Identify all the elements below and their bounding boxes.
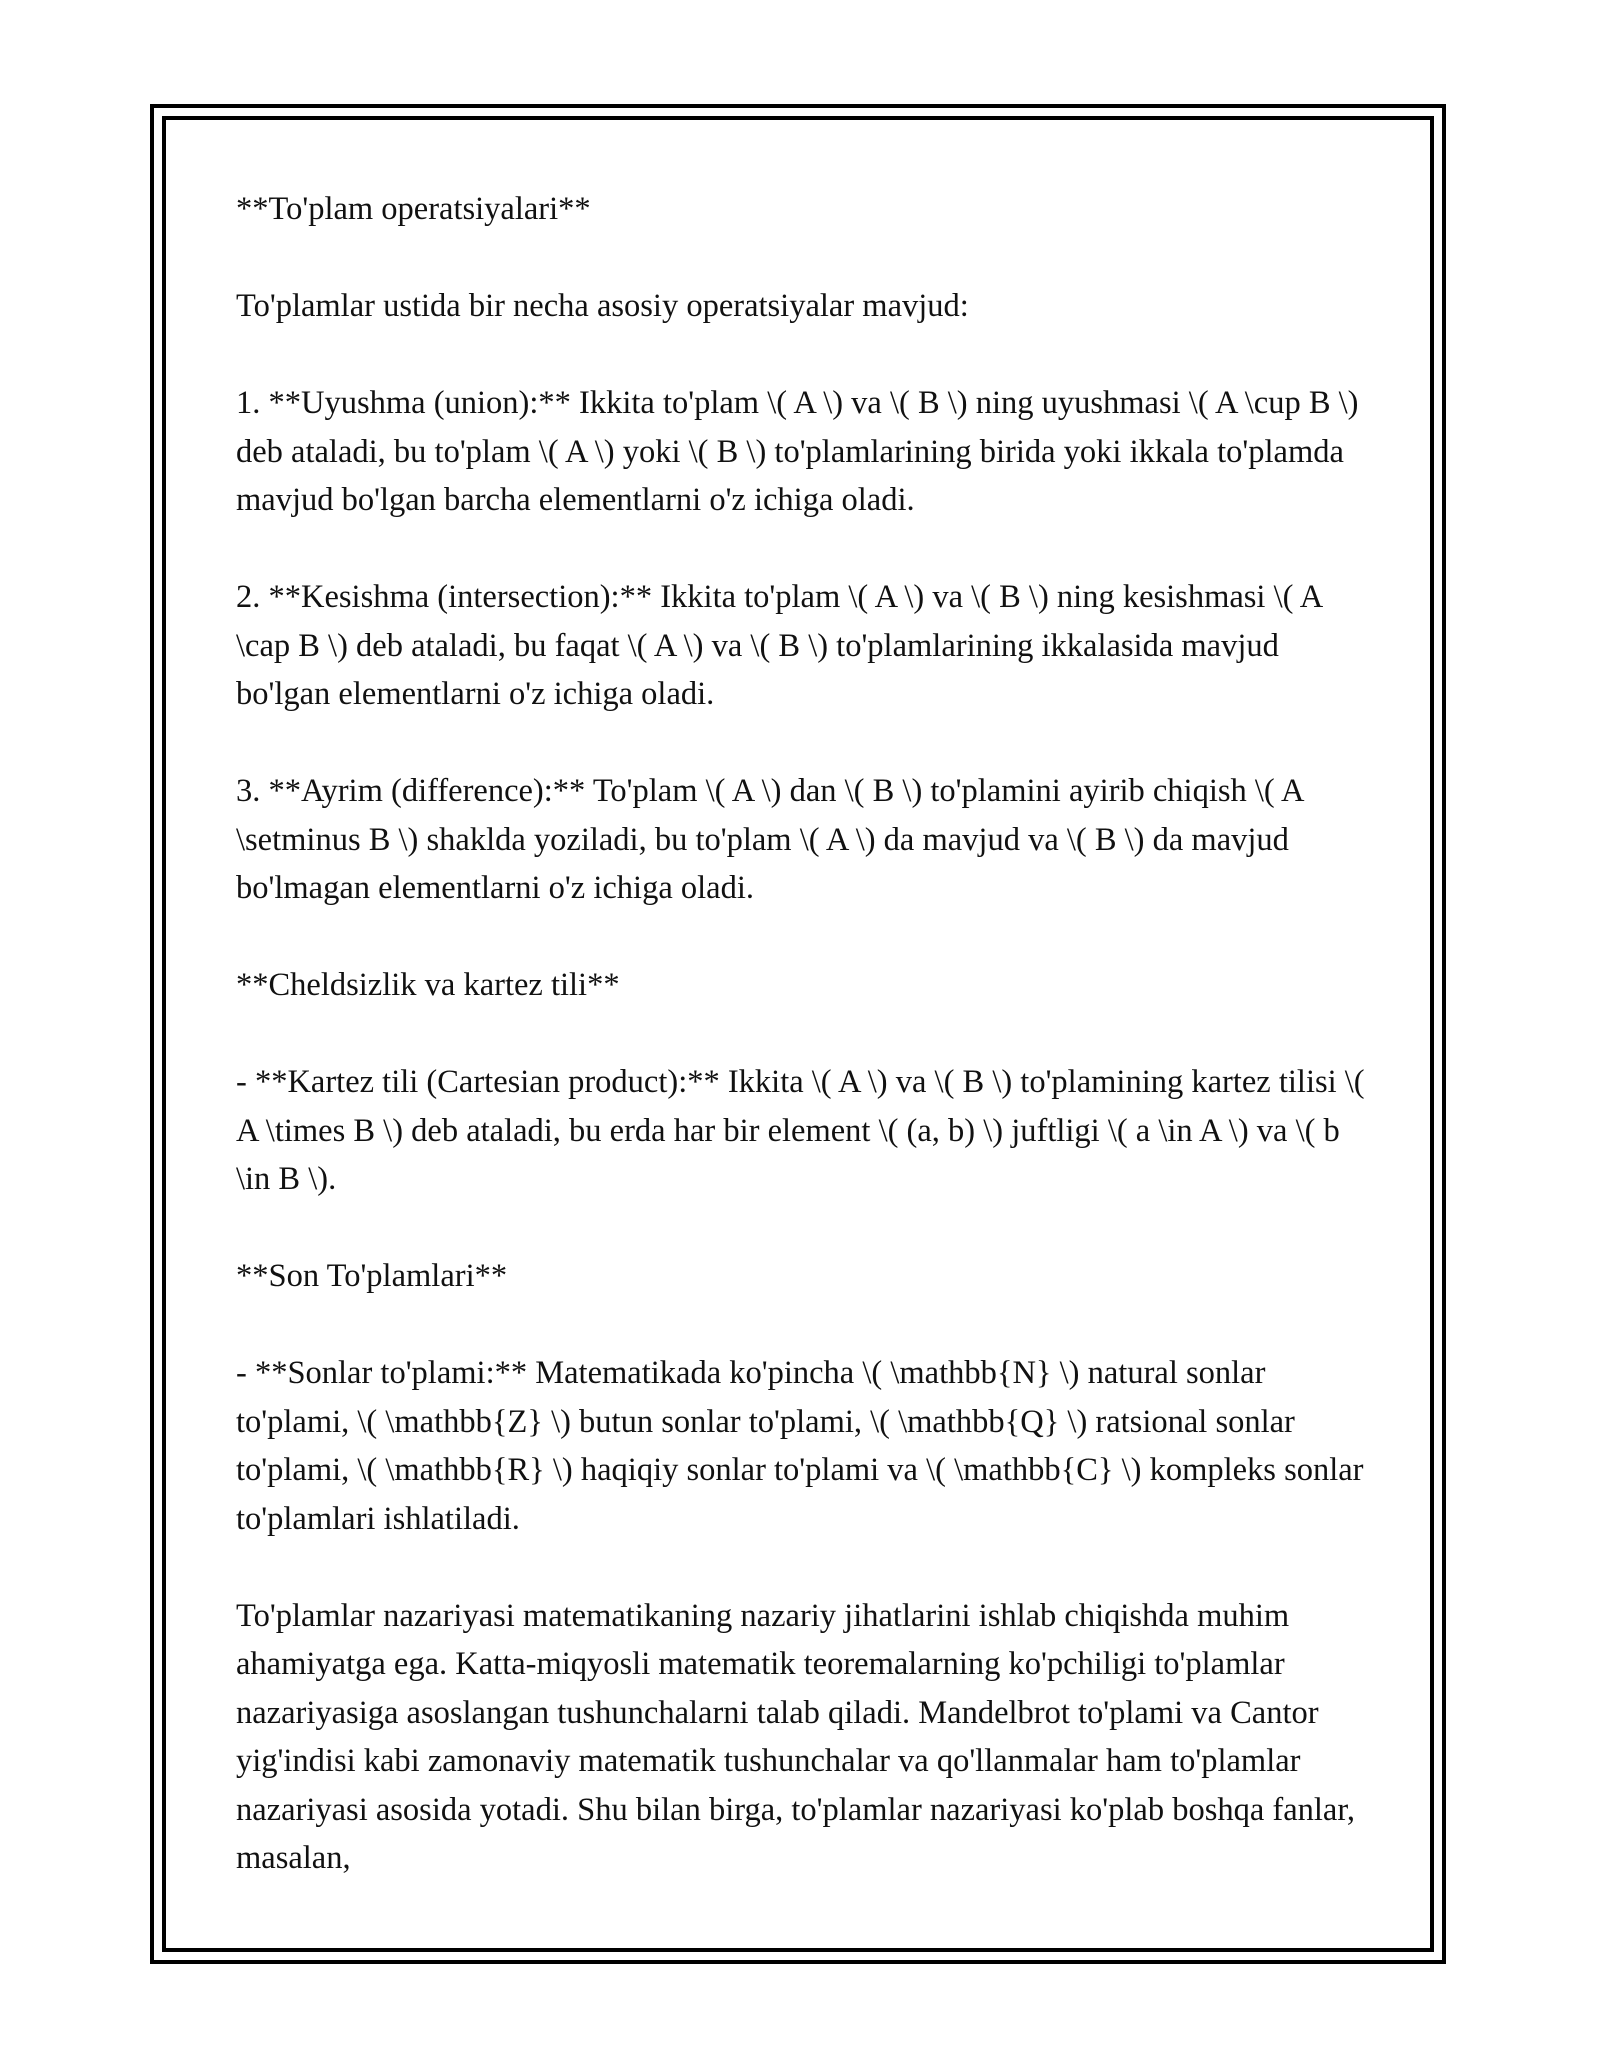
- section-heading-cartesian: **Cheldsizlik va kartez tili**: [236, 967, 620, 1003]
- closing-paragraph: To'plamlar nazariyasi matematikaning nazariy jihatlarini ishlab chiqishda muhim ahamiyatga ega. Katta-miqyosli matematik teoremalarning ko'pchiligi to'plamlar nazariyasiga asoslangan tushunchalarni talab qiladi. Mandelbrot to'plami va Cantor yig'indisi kabi zamonaviy matematik tushunchalar va qo'llanmalar ham to'plamlar nazariyasi asosida yotadi. Shu bilan birga, to'plamlar nazariyasi ko'plab boshqa fanlar, masalan,: [236, 1597, 1355, 1876]
- list-item-intersection: 2. **Kesishma (intersection):** Ikkita to'plam \( A \) va \( B \) ning kesishmasi \( A \cap B \) deb ataladi, bu faqat \( A \) va \( B \) to'plamlarining ikkalasida mavjud bo'lgan elementlarni o'z ichiga oladi.: [236, 579, 1322, 712]
- document-body: [236, 185, 1376, 1883]
- section-heading-set-operations: **To'plam operatsiyalari**: [236, 191, 591, 227]
- list-item-cartesian-product: - **Kartez tili (Cartesian product):** Ikkita \( A \) va \( B \) to'plamining kartez tilisi \( A \times B \) deb ataladi, bu erda har bir element \( (a, b) \) juftligi \( a \in A \) va \( b \in B \).: [236, 1064, 1365, 1197]
- intro-paragraph: To'plamlar ustida bir necha asosiy operatsiyalar mavjud:: [236, 288, 969, 324]
- list-item-number-sets: - **Sonlar to'plami:** Matematikada ko'pincha \( \mathbb{N} \) natural sonlar to'plami, \( \mathbb{Z} \) butun sonlar to'plami, \( \mathbb{Q} \) ratsional sonlar to'plami, \( \mathbb{R} \) haqiqiy sonlar to'plami va \( \mathbb{C} \) kompleks sonlar to'plamlari ishlatiladi.: [236, 1355, 1364, 1537]
- section-heading-number-sets: **Son To'plamlari**: [236, 1258, 508, 1294]
- list-item-difference: 3. **Ayrim (difference):** To'plam \( A \) dan \( B \) to'plamini ayirib chiqish \( A \setminus B \) shaklda yoziladi, bu to'plam \( A \) da mavjud va \( B \) da mavjud bo'lmagan elementlarni o'z ichiga oladi.: [236, 773, 1303, 906]
- list-item-union: 1. **Uyushma (union):** Ikkita to'plam \( A \) va \( B \) ning uyushmasi \( A \cup B \) deb ataladi, bu to'plam \( A \) yoki \( B \) to'plamlarining birida yoki ikkala to'plamda mavjud bo'lgan barcha elementlarni o'z ichiga oladi.: [236, 385, 1359, 518]
